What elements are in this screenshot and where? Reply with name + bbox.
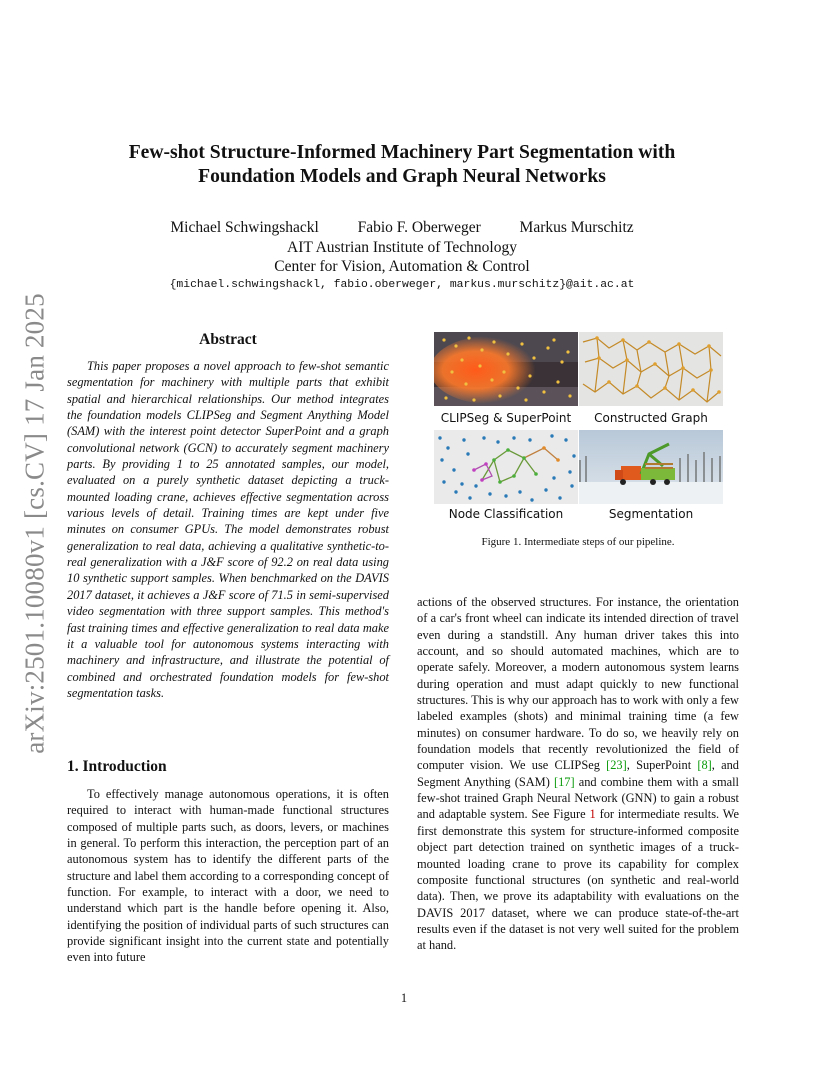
constructed-graph-image [579, 332, 723, 406]
figure-label-node-classification: Node Classification [448, 507, 564, 521]
figure-label-constructed-graph: Constructed Graph [594, 411, 708, 425]
right-text-part-5: for intermediate results. We first demonstrate this system for structure-informed composite object part detection trained on synthetic images of a truck-mounted loading crane to prove its capability for complex composite functional structures (on synthetic and real-world data). Then, we prove its adaptability with evaluations on the DAVIS 2017 dataset, where we can produce state-of-the-art results even if the dataset is not very well suited for the problem at hand. [417, 807, 740, 953]
author-1: Michael Schwingshackl [170, 219, 319, 236]
figure-1-caption: Figure 1. Intermediate steps of our pipeline. [481, 536, 675, 548]
node-classification-image [434, 430, 578, 504]
right-text-part-3: , and Segment Anything (SAM) [417, 758, 739, 789]
author-emails: {michael.schwingshackl, fabio.oberweger, markus.murschitz}@ait.ac.at [169, 279, 635, 291]
clipseg-heatmap-image [434, 332, 578, 406]
right-text-part-4: and combine them with a small few-shot trained Graph Neural Network (GNN) to gain a robust and adaptable system. See Figure [417, 774, 740, 822]
title-line-2: Foundation Models and Graph Neural Networks [198, 166, 606, 187]
abstract-body: This paper proposes a novel approach to few-shot semantic segmentation for machinery with multiple parts that exhibit spatial and hierarchical relationships. Our method integrates the foundation models CLIPSeg and Segment Anything Model (SAM) with the interest point detector SuperPoint and a graph convolutional network (GCN) to accurately segment machinery parts. By providing 1 to 25 annotated samples, our model, evaluated on a purely synthetic dataset depicting a truck-mounted loading crane, achieves effective segmentation across various levels of detail. Training times are kept under five minutes on consumer GPUs. The model demonstrates robust generalization to real data, achieving a qualitative synthetic-to-real generalization with a J&F score of 92.2 on real data using 10 synthetic support samples. When benchmarked on the DAVIS 2017 dataset, it achieves a J&F score of 71.5 in semi-supervised video segmentation with three support samples. This method's fast training times and effective generalization to real data make it a valuable tool for autonomous systems interacting with machinery and infrastructure, and illustrate the potential of combined and orchestrated foundation models for few-shot segmentation tasks. [67, 359, 389, 700]
right-column-body [417, 594, 739, 954]
figure-panel-segmentation [579, 430, 723, 504]
abstract-heading: Abstract [199, 331, 257, 348]
right-text-part-2: , SuperPoint [626, 758, 698, 773]
figure-panel-node-classification [434, 430, 578, 504]
citation-superpoint[interactable]: [8] [697, 758, 712, 773]
title-line-1: Few-shot Structure-Informed Machinery Part Segmentation with [128, 142, 676, 163]
figure-label-segmentation: Segmentation [608, 507, 694, 521]
figure-panel-clipseg-superpoint [434, 332, 578, 406]
introduction-heading: 1. Introduction [67, 758, 167, 775]
segmentation-truck-image [579, 430, 723, 504]
paper-title [100, 141, 704, 189]
figure-1 [433, 332, 723, 528]
author-3: Markus Murschitz [519, 219, 634, 236]
page-number: 1 [400, 991, 408, 1005]
author-2: Fabio F. Oberweger [357, 219, 481, 236]
author-list [100, 218, 704, 238]
right-text-part-1: actions of the observed structures. For instance, the orientation of a car's front wheel can indicate its intended direction of travel even during a standstill. Any human driver takes this into account, and so should automated machines, which are to operate safely. Moreover, a modern autonomous system learns during operation and must adapt quickly to new functional structures. This is why our approach has to work with only a few labeled examples (shots) and minimal training time (a few minutes) on consumer hardware. To do so, we heavily rely on foundation models that recently revolutionized the field of computer vision. We use CLIPSeg [417, 595, 739, 773]
introduction-body: To effectively manage autonomous operations, it is often required to interact with human-made functional structures composed of multiple parts such, as doors, levers, or machines in general. To perform this interaction, the perception part of an autonomous system has to identify the different parts of the structure and label them according to a corresponding concept of function. For example, to interact with a door, we need to understand which part is the handle before opening it. Also, identifying the position of individual parts of such structures can provide significant insight into the current state and potentially even into future [67, 787, 389, 965]
figure-panel-constructed-graph [579, 332, 723, 406]
citation-clipseg[interactable]: [23] [606, 758, 627, 773]
figure-1-reference[interactable]: 1 [589, 807, 596, 822]
figure-label-clipseg-superpoint: CLIPSeg & SuperPoint [440, 411, 572, 425]
arxiv-stamp: arXiv:2501.10080v1 [cs.CV] 17 Jan 2025 [19, 293, 50, 754]
affiliation-line-2: Center for Vision, Automation & Control [274, 258, 530, 275]
affiliation-line-1: AIT Austrian Institute of Technology [287, 239, 517, 256]
citation-sam[interactable]: [17] [553, 774, 575, 789]
